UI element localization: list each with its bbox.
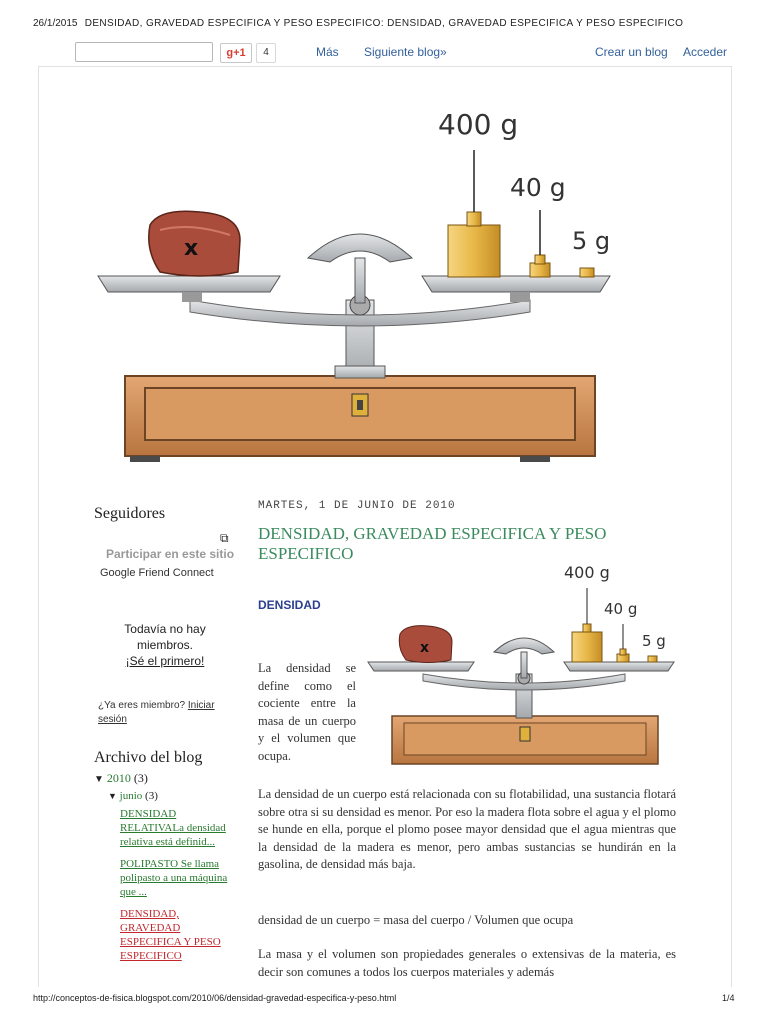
sidebar bbox=[94, 505, 244, 962]
post-paragraph-2: La masa y el volumen son propiedades generales o extensivas de la materia, es decir son comunes a todos los cuerpos materiales y además bbox=[258, 947, 676, 979]
search-input[interactable] bbox=[75, 42, 213, 62]
gfc-label: Google Friend Connect bbox=[100, 567, 214, 579]
archive-year-link[interactable]: 2010 bbox=[106, 771, 131, 785]
post-intro: La densidad se define como el cociente entre la masa de un cuerpo y el volumen que ocupa. bbox=[258, 661, 356, 763]
no-members-line-1: Todavía no hay bbox=[124, 622, 206, 636]
next-blog-link[interactable]: Siguiente blog» bbox=[364, 45, 447, 59]
archive-year[interactable] bbox=[94, 771, 148, 786]
sign-in-link[interactable]: Acceder bbox=[683, 45, 728, 59]
print-url: http://conceptos-de-fisica.blogspot.com/2010/06/densidad-gravedad-especifica-y-peso.html bbox=[33, 993, 397, 1003]
sign-in-sidebar-link[interactable]: Iniciar sesión bbox=[98, 700, 215, 725]
archive-post-current[interactable]: DENSIDAD, GRAVEDAD ESPECIFICA Y PESO ESPECIFICO bbox=[120, 908, 221, 962]
join-site-button[interactable]: Participar en este sitio bbox=[106, 547, 235, 561]
post-weight-label-5: 5 g bbox=[642, 632, 666, 650]
archive-post-link[interactable]: DENSIDAD RELATIVALa densidad relativa está definid... bbox=[120, 808, 226, 848]
post bbox=[258, 500, 678, 979]
archive-heading: Archivo del blog bbox=[94, 749, 203, 766]
archive-month-count: (3) bbox=[145, 790, 158, 802]
post-title[interactable]: DENSIDAD, GRAVEDAD ESPECIFICA Y PESO ESPECIFICO bbox=[258, 524, 607, 563]
gplus-button[interactable]: g+1 bbox=[220, 43, 252, 63]
blogger-navbar bbox=[0, 40, 768, 64]
expand-arrow-icon[interactable]: ▼ bbox=[94, 774, 104, 785]
post-weight-label-40: 40 g bbox=[604, 600, 638, 618]
no-members-text bbox=[94, 621, 236, 669]
archive-month[interactable] bbox=[108, 790, 158, 802]
post-figure-mark-label: x bbox=[420, 640, 430, 656]
weight-label-400: 400 g bbox=[438, 108, 519, 141]
post-weight-label-400: 400 g bbox=[564, 563, 610, 582]
section-heading: DENSIDAD bbox=[258, 598, 321, 612]
more-link[interactable]: Más bbox=[316, 45, 339, 59]
print-date: 26/1/2015 bbox=[33, 18, 78, 29]
archive-post-list bbox=[120, 807, 238, 963]
weight-label-40: 40 g bbox=[510, 173, 566, 202]
print-title: DENSIDAD, GRAVEDAD ESPECIFICA Y PESO ESPECIFICO: DENSIDAD, GRAVEDAD ESPECIFICA Y PESO ESPECIFICO bbox=[84, 18, 684, 29]
archive-post-link[interactable]: POLIPASTO Se llama polipasto a una máquina que ... bbox=[120, 858, 228, 898]
no-members-line-2: miembros. bbox=[136, 638, 193, 652]
post-date: MARTES, 1 DE JUNIO DE 2010 bbox=[258, 500, 456, 512]
already-member bbox=[98, 699, 233, 727]
archive-month-link[interactable]: junio bbox=[119, 790, 143, 802]
archive-year-count: (3) bbox=[133, 771, 148, 785]
followers-heading: Seguidores bbox=[94, 505, 166, 522]
post-figure-scale[interactable] bbox=[366, 562, 681, 772]
create-blog-link[interactable]: Crear un blog bbox=[595, 45, 668, 59]
balance-scale-image bbox=[90, 100, 630, 470]
print-page-number: 1/4 bbox=[722, 993, 735, 1003]
gplus-count: 4 bbox=[256, 43, 276, 63]
post-paragraph-1: La densidad de un cuerpo está relacionada con su flotabilidad, una sustancia flotará sobre otra si su densidad es menor. Por eso la madera flota sobre el agua y el plomo se hunde en ella, porque el plomo posee mayor densidad que el agua mientras que la densidad de la madera es menor, pero ambas sustancias se hundirán en la gasolina, de densidad más baja. bbox=[258, 787, 676, 871]
expand-icon[interactable]: ⧉ bbox=[220, 531, 229, 545]
already-member-text: ¿Ya eres miembro? bbox=[98, 700, 186, 711]
be-first-link[interactable]: ¡Sé el primero! bbox=[125, 654, 205, 668]
weight-label-5: 5 g bbox=[572, 227, 611, 255]
post-formula: densidad de un cuerpo = masa del cuerpo / Volumen que ocupa bbox=[258, 913, 574, 927]
unknown-mark-label: x bbox=[184, 236, 199, 261]
expand-arrow-icon[interactable]: ▼ bbox=[108, 791, 117, 801]
